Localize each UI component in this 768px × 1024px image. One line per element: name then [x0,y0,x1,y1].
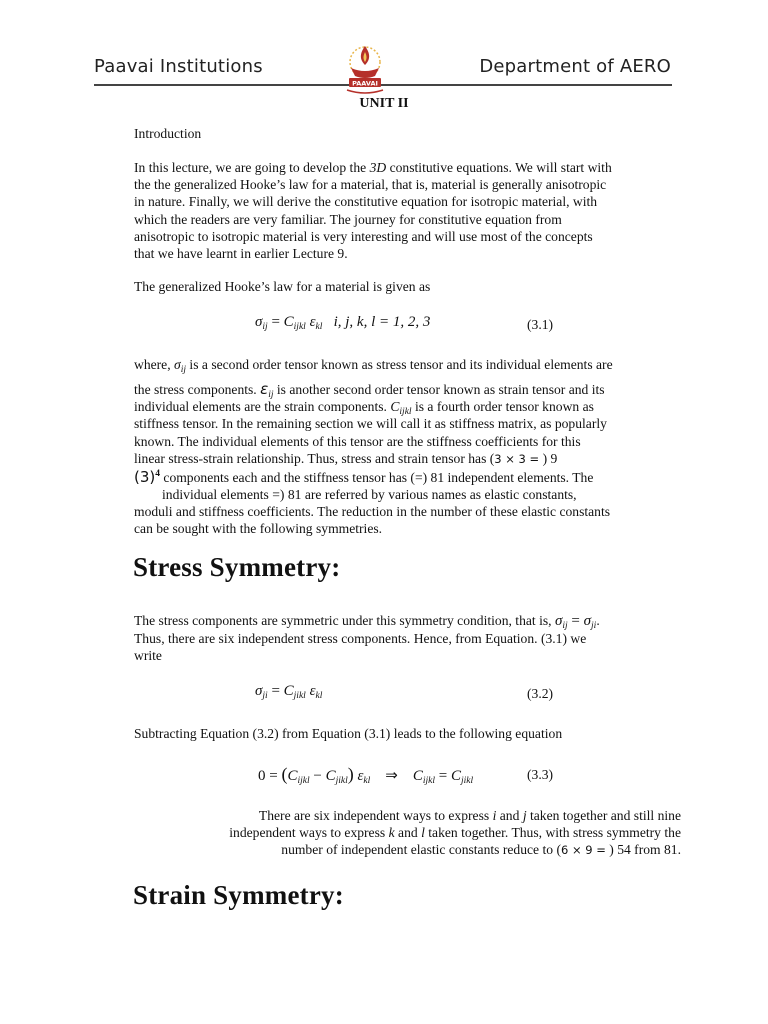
eq32-sub-kl: kl [315,691,323,701]
stress-symmetry-heading: Stress Symmetry: [133,552,341,582]
intro-paragraph [134,159,680,262]
ind-l1-a: There are six independent ways to express [258,808,490,823]
eq32-sub-jikl: jikl [293,691,306,701]
equation-3-1 [255,314,430,331]
where-epsilon-sub: ij [268,390,274,400]
where-l1-a: where, [134,357,171,372]
eq33-equals: = [438,768,448,784]
subtracting-text: Subtracting Equation (3.2) from Equation (3.1) leads to the following equation [134,726,563,741]
ind-and-1: and [499,808,520,823]
eq31-sub-ijkl: ijkl [293,322,306,332]
strain-symmetry-heading: Strain Symmetry: [133,880,344,910]
ind-and-2: and [398,825,418,841]
independent-paragraph [134,807,681,860]
equation-3-1-number: (3.1) [527,317,554,332]
where-power-4: 4 [155,469,160,479]
eq31-indices: i, j, k, l = 1, 2, 3 [333,314,431,330]
eq33-sub2: jikl [335,776,348,786]
where-l3-b: is a fourth order tensor known as [414,399,594,415]
stress-line-3: write [134,648,162,664]
introduction-heading: Introduction [134,126,202,141]
equation-3-3-number: (3.3) [527,767,554,782]
where-l3-a: individual elements are the strain components. [134,399,387,415]
intro-line-6: that we have learnt in earlier Lecture 9. [134,246,348,262]
equation-3-2 [255,683,322,700]
where-l2-a: the stress components. [134,382,257,397]
where-line-7 [134,469,680,486]
eq33-c1: C [287,768,298,784]
eq31-epsilon: ε [309,314,316,330]
where-paragraph-3 [134,486,680,538]
eq32-sigma: σ [255,683,263,699]
where-line-1 [134,356,680,373]
eq33-close-paren: ) [347,764,354,784]
eq32-sub-ji: ji [262,691,268,701]
stress-sigma-a: σ [554,613,563,629]
eq33-zero: 0 = [258,768,278,784]
stress-symmetry-paragraph [134,612,680,665]
stress-sub-ij: ij [562,621,568,631]
intro-line-1-a: In this lecture, we are going to develop the [134,160,367,175]
logo-text: PAAVAI [352,79,378,88]
where-c: C [390,399,400,415]
ind-l: l [421,825,425,841]
where-l7-b: components each and the stiffness tensor has (=) 81 independent elements. The [163,470,594,485]
equation-3-3 [258,764,473,785]
eq31-sigma: σ [255,314,263,330]
eq33-sub-kl: kl [363,776,371,786]
header-institution: Paavai Institutions [94,56,263,77]
eq31-c: C [283,314,294,330]
eq33-c3: C [412,768,423,784]
ind-6x9: 6 × 9 = [560,843,606,858]
eq32-epsilon: ε [309,683,316,699]
where-sigma: σ [174,357,181,372]
equation-3-2-number: (3.2) [527,686,554,701]
eq33-epsilon: ε [357,768,364,784]
stress-line-1 [134,612,680,630]
eq33-c4: C [450,768,461,784]
eq33-c2: C [325,768,336,784]
ind-l3-a: number of independent elastic constants reduce to ( [281,842,561,858]
eq33-minus: − [313,768,322,784]
hooke-intro: The generalized Hooke’s law for a material is given as [134,279,431,294]
intro-line-1 [134,159,680,176]
where-paragraph-2 [134,469,680,486]
eq33-sub4: jikl [461,776,474,786]
intro-line-5: anisotropic to isotropic material is very interesting and will use most of the concepts [134,228,593,244]
intro-line-2: the the generalized Hooke’s law for a material, that is, material is generally anisotropic [134,177,607,193]
ind-k: k [388,825,395,841]
eq33-sub3: ijkl [422,776,436,786]
stress-l1-end: . [596,613,600,628]
where-l2-b: is another second order tensor known as strain tensor and its [276,382,605,397]
where-c-sub: ijkl [399,407,412,418]
where-line-5: known. The individual elements of this tensor are the stiffness coefficients for this [134,433,581,449]
stress-eq: = [571,613,580,629]
eq32-c: C [283,683,294,699]
where-3x3: 3 × 3 = [494,451,540,466]
independent-line-1 [134,807,681,824]
unit-title: UNIT II [359,96,409,111]
eq31-equals: = [271,314,280,330]
where-line-6 [134,450,680,468]
eq31-sub-ij: ij [262,322,268,332]
independent-line-3 [134,841,681,859]
where-line-10: can be sought with the following symmetries. [134,521,383,537]
eq33-open-paren: ( [281,764,288,784]
where-3-power: (3) [134,468,156,486]
ind-l3-b: ) 54 from 81. [609,842,681,858]
intro-line-3: in nature. Finally, we will derive the constitutive equation for isotropic material, with [134,194,598,210]
header-department: Department of AERO [479,56,671,77]
stress-sigma-b: σ [583,613,592,629]
ind-l2-b: taken together. Thus, with stress symmetry the [428,825,681,841]
where-line-2 [134,381,680,398]
where-line-3 [134,398,680,418]
where-epsilon: ε [260,380,269,398]
paavai-logo-icon [337,40,393,98]
stress-sub-ji: ji [591,621,597,631]
stress-line-2: Thus, there are six independent stress components. Hence, from Equation. (3.1) we [134,631,587,647]
intro-3d: 3D [369,160,387,175]
where-line-8: individual elements =) 81 are referred by various names as elastic constants, [162,487,577,502]
where-line-9: moduli and stiffness coefficients. The reduction in the number of these elastic constants [134,504,611,520]
ind-l1-b: taken together and still nine [530,808,681,823]
ind-l2-a: independent ways to express [229,825,386,841]
stress-l1-text: The stress components are symmetric under this symmetry condition, that is, [134,613,552,628]
where-paragraph [134,381,680,468]
where-l1-b: is a second order tensor known as stress tensor and its individual elements are [189,357,613,372]
ind-i: i [492,808,497,823]
where-l6-b: ) 9 [542,450,558,466]
intro-line-1-b: constitutive equations. We will start with [389,160,612,175]
where-sigma-sub: ij [180,365,187,375]
eq33-implies: ⇒ [385,768,398,784]
eq33-sub1: ijkl [297,776,310,786]
where-l6-a: linear stress-strain relationship. Thus, stress and strain tensor has ( [134,450,495,466]
intro-line-4: which the readers are very familiar. The journey for constitutive equation from [134,211,562,227]
eq31-sub-kl: kl [315,322,323,332]
independent-line-2 [134,824,681,841]
where-line-4: stiffness tensor. In the remaining section we will call it as stiffness matrix, as popularly [134,416,607,432]
ind-j: j [522,808,527,823]
eq32-equals: = [271,683,280,699]
